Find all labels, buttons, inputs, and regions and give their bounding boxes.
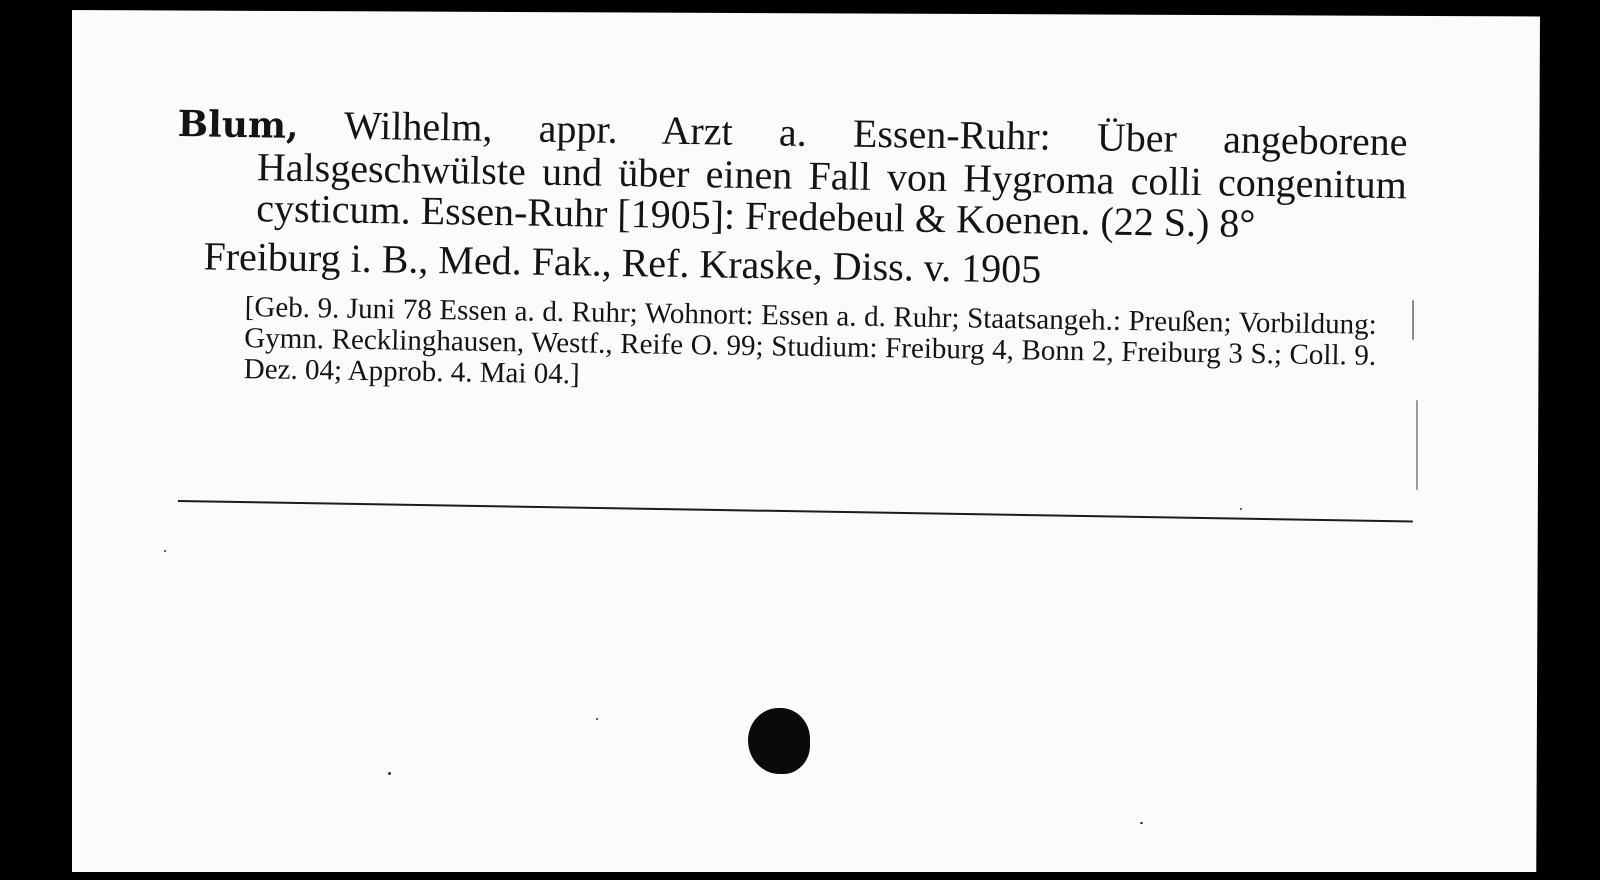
author-surname: Blum, xyxy=(177,102,299,147)
dust-speck xyxy=(1412,300,1414,340)
faculty-line: Freiburg i. B., Med. Fak., Ref. Kraske, Diss. v. 1905 xyxy=(203,233,1042,292)
dust-speck xyxy=(1416,400,1418,490)
scan-border-left xyxy=(0,0,72,880)
scan-border-bottom xyxy=(0,872,1600,880)
dust-speck xyxy=(1140,822,1143,824)
punch-hole xyxy=(748,708,810,774)
dust-speck xyxy=(1240,508,1242,510)
scan-border-right xyxy=(1544,0,1600,880)
card-entry xyxy=(174,102,1408,403)
dust-speck xyxy=(596,718,598,720)
title-entry xyxy=(176,102,1408,246)
dust-speck xyxy=(164,550,166,552)
title-text: Wilhelm, appr. Arzt a. Essen-Ruhr: Über angeborene Halsgeschwülste und über einen Fall von Hygroma colli congenitum cysticum. Essen-Ruhr [1905]: Fredebeul & Koenen. (22 S.) 8° xyxy=(255,101,1408,246)
biography-note: [Geb. 9. Juni 78 Essen a. d. Ruhr; Wohnort: Essen a. d. Ruhr; Staatsangeh.: Preußen; Vorbildung: Gymn. Recklinghausen, Westf., Reife O. 99; Studium: Freiburg 4, Bonn 2, Freiburg 3 S.; Coll. 9. Dez. 04; Approb. 4. Mai 04.] xyxy=(243,291,1377,391)
dust-speck xyxy=(388,772,391,775)
scan-border-top xyxy=(0,0,1600,10)
